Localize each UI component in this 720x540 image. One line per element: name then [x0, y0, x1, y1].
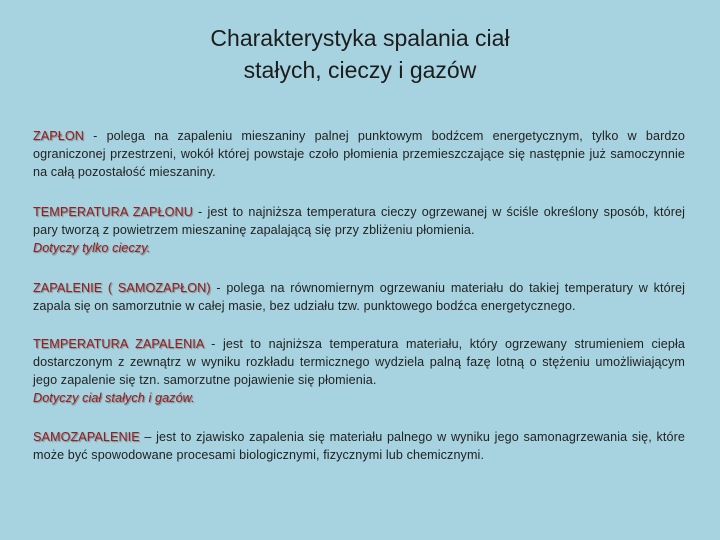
definition-text: - jest to najniższa temperatura materiału, który ogrzewany strumieniem ciepła dostarczonym z zewnątrz w wyniku rozkładu termicznego wydziela palną fazę lotną o stężeniu umożliwiającym jego zapalenie się tzn. samorzutne pojawienie się płomienia. — [33, 337, 685, 387]
definition-note: Dotyczy ciał stałych i gazów. — [33, 391, 195, 405]
definition-term: TEMPERATURA ZAPŁONU — [33, 205, 193, 219]
definition-samozapalenie — [33, 428, 685, 464]
definition-temperatura-zaplonu — [33, 203, 685, 257]
definition-term: ZAPŁON — [33, 129, 84, 143]
definition-term: SAMOZAPALENIE — [33, 430, 140, 444]
definition-note: Dotyczy tylko cieczy. — [33, 241, 151, 255]
slide-title-line-2: stałych, cieczy i gazów — [243, 57, 477, 83]
slide-title-line-1: Charakterystyka spalania ciał — [210, 25, 510, 51]
definition-temperatura-zapalenia — [33, 335, 685, 407]
definition-term: TEMPERATURA ZAPALENIA — [33, 337, 204, 351]
definition-text: - polega na zapaleniu mieszaniny palnej punktowym bodźcem energetycznym, tylko w bardzo ograniczonej przestrzeni, wokół której powstaje czoło płomienia przemieszczające się następnie już samoczynnie na całą pozostałość mieszaniny. — [33, 129, 685, 179]
definition-term: ZAPALENIE ( SAMOZAPŁON) — [33, 281, 211, 295]
definition-text: - polega na równomiernym ogrzewaniu materiału do takiej temperatury w której zapala się on samorzutnie w całej masie, bez udziału tzw. punktowego bodźca energetycznego. — [33, 281, 685, 313]
slide-content — [33, 127, 685, 484]
definition-text: - jest to najniższa temperatura cieczy ogrzewanej w ściśle określony sposób, której pary tworzą z powietrzem mieszaninę zapalającą się przy zbliżeniu płomienia. — [33, 205, 685, 237]
definition-zapalenie — [33, 279, 685, 315]
definition-text: – jest to zjawisko zapalenia się materiału palnego w wyniku jego samonagrzewania się, które może być spowodowane procesami biologicznymi, fizycznymi lub chemicznymi. — [33, 430, 685, 462]
definition-zaplon — [33, 127, 685, 181]
slide-title — [0, 22, 720, 86]
